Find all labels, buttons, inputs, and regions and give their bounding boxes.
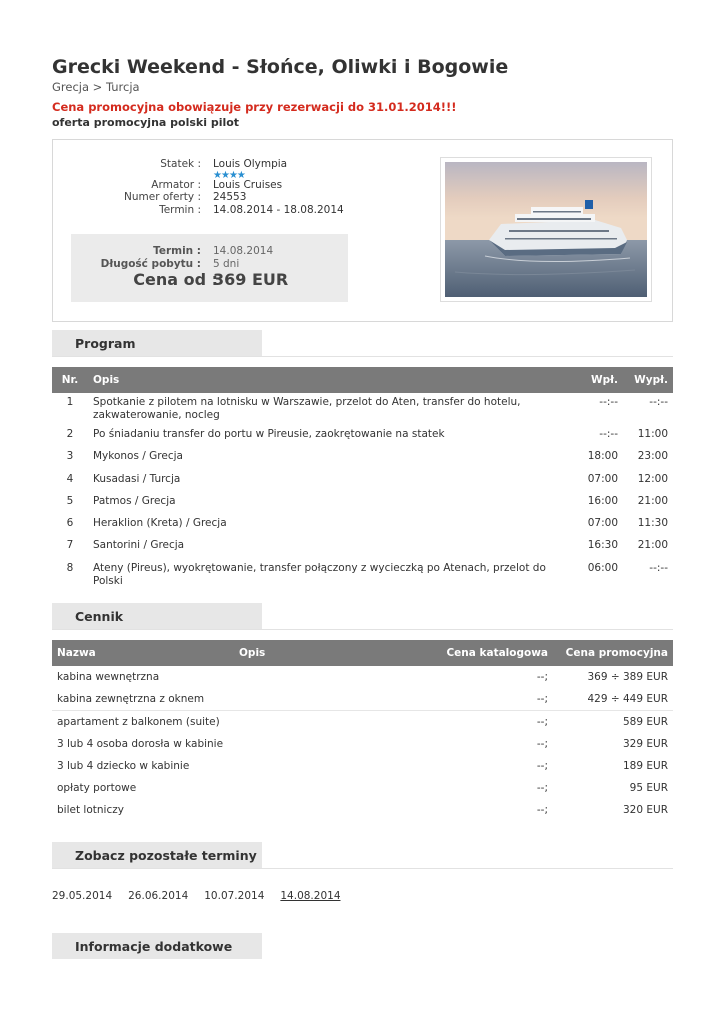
row-departure: 12:00 [637,472,668,485]
row-departure: --:-- [649,396,668,408]
price-item-description [234,755,413,777]
price-item-name: 3 lub 4 dziecko w kabinie [57,760,190,772]
col-promo-price: Cena promocyjna [553,640,673,666]
price-item-promo: 329 EUR [623,738,668,750]
price-value: 369 EUR [213,270,289,289]
price-item-promo: 429 ÷ 449 EUR [587,693,668,705]
table-row [52,688,673,711]
table-row [52,470,673,492]
owner-name: Louis Cruises [213,178,283,191]
program-table [52,367,673,591]
price-item-promo: 589 EUR [553,711,673,734]
price-item-catalog: --; [413,711,553,734]
date-link[interactable]: 26.06.2014 [128,890,189,902]
table-row [52,777,673,799]
program-section-header [52,330,673,357]
price-item-promo: 95 EUR [629,782,668,794]
price-item-name: bilet lotniczy [57,804,124,816]
price-item-description [234,666,413,688]
date-link[interactable]: 29.05.2014 [52,890,113,902]
ship-label: Statek : [160,158,201,170]
row-arrival: --:-- [599,428,618,440]
row-arrival: 16:30 [587,539,618,552]
price-item-description [234,733,413,755]
price-item-name: kabina zewnętrzna z oknem [57,693,205,705]
col-departure: Wypł. [623,367,673,393]
row-description: Patmos / Grecja [93,494,176,507]
ship-photo[interactable] [440,157,652,302]
price-item-description [234,799,413,821]
table-row [52,559,673,591]
cruise-ship-image [445,162,647,297]
row-description: Heraklion (Kreta) / Grecja [93,517,227,530]
price-item-name: opłaty portowe [57,782,137,794]
price-item-promo: 189 EUR [623,760,668,772]
row-arrival: 18:00 [587,450,618,463]
price-item-name: 3 lub 4 osoba dorosła w kabinie [57,738,224,750]
program-tab [52,330,262,356]
date-link[interactable]: 14.08.2014 [280,890,341,902]
row-number: 4 [66,472,74,485]
table-row [52,711,673,734]
star-rating [213,170,245,181]
half-star-icon: ★ [236,170,245,181]
row-description: Mykonos / Grecja [93,450,183,463]
ship-name: Louis Olympia [213,158,288,170]
price-item-name: kabina wewnętrzna [57,671,160,683]
table-row [52,425,673,447]
row-arrival: 07:00 [587,517,618,530]
star-icon: ★ [228,170,237,181]
extra-info-tab [52,933,262,959]
row-departure: 21:00 [637,539,668,552]
price-term-label: Termin : [153,245,201,257]
offer-number: 24553 [213,191,247,203]
table-row [52,514,673,536]
row-number: 3 [66,450,74,463]
table-row [52,393,673,425]
row-number: 5 [66,494,74,507]
price-item-promo: 369 ÷ 389 EUR [587,671,668,683]
price-item-name: apartament z balkonem (suite) [52,711,234,734]
table-row [52,536,673,558]
price-item-catalog: --; [536,760,548,772]
extra-info-heading: Informacje dodatkowe [75,939,233,954]
price-item-catalog: --; [536,738,548,750]
row-departure: 11:00 [637,428,668,440]
row-description: Santorini / Grecja [93,539,185,552]
date-link[interactable]: 10.07.2014 [204,890,265,902]
row-arrival: --:-- [599,396,618,408]
col-catalog-price: Cena katalogowa [413,640,553,666]
row-arrival: 07:00 [587,472,618,485]
table-row [52,755,673,777]
row-departure: 21:00 [637,494,668,507]
row-number: 2 [66,428,74,440]
star-icon: ★ [213,170,221,181]
table-row [52,666,673,688]
price-term-value: 14.08.2014 [213,245,274,257]
other-dates-heading: Zobacz pozostałe terminy [75,848,257,863]
owner-label: Armator : [151,178,201,191]
row-arrival: 06:00 [587,561,618,574]
price-label: Cena od : [133,270,218,289]
row-number: 7 [66,539,74,552]
other-dates-tab [52,842,262,868]
row-number: 8 [66,561,74,574]
price-item-promo: 320 EUR [623,804,668,816]
page-title: Grecki Weekend - Słońce, Oliwki i Bogowie [52,56,509,78]
col-arrival: Wpł. [571,367,623,393]
price-item-catalog: --; [536,782,548,794]
pricing-rows [52,666,673,821]
pricing-tab [52,603,262,629]
row-arrival: 16:00 [587,494,618,507]
breadcrumb[interactable]: Grecja > Turcja [52,80,140,94]
program-rows [52,393,673,591]
table-row [52,799,673,821]
pricing-heading: Cennik [75,609,124,624]
promo-notice: Cena promocyjna obowiązuje przy rezerwacji do 31.01.2014!!! [52,100,457,114]
other-dates-section-header [52,842,673,869]
term-label: Termin : [159,203,201,216]
row-departure: 23:00 [637,450,668,463]
row-description: Kusadasi / Turcja [93,472,181,485]
col-name: Nazwa [52,640,234,666]
price-item-catalog: --; [536,693,548,705]
row-departure: 11:30 [637,517,668,530]
length-label: Długość pobytu : [100,257,201,270]
price-item-description [234,711,413,734]
offer-summary [52,139,673,322]
offer-details [53,158,353,216]
table-row [52,492,673,514]
row-description: Spotkanie z pilotem na lotnisku w Warszawie, przelot do Aten, transfer do hotelu, zakwaterowanie, nocleg [93,396,521,421]
row-description: Po śniadaniu transfer do portu w Pireusie, zaokrętowanie na statek [93,428,445,440]
star-icon: ★ [220,170,229,181]
term-value: 14.08.2014 - 18.08.2014 [213,203,344,216]
col-description: Opis [234,640,413,666]
extra-info-section-header [52,933,673,959]
row-departure: --:-- [649,561,668,574]
col-desc: Opis [88,367,571,393]
table-row [52,733,673,755]
offer-number-label: Numer oferty : [124,191,201,203]
length-value: 5 dni [213,257,240,270]
promo-subtitle: oferta promocyjna polski pilot [52,116,240,129]
price-item-catalog: --; [536,671,548,683]
row-number: 1 [66,396,74,408]
program-heading: Program [75,336,136,351]
pricing-table [52,640,673,821]
pricing-section-header [52,603,673,630]
price-item-description [234,688,413,711]
row-number: 6 [66,517,74,530]
row-description: Ateny (Pireus), wyokrętowanie, transfer połączony z wycieczką po Atenach, przelot do Polski [93,561,546,587]
other-dates-list [52,890,357,902]
table-row [52,447,673,469]
price-item-catalog: --; [536,804,548,816]
price-box [71,234,348,302]
price-item-description [234,777,413,799]
col-nr: Nr. [52,367,88,393]
